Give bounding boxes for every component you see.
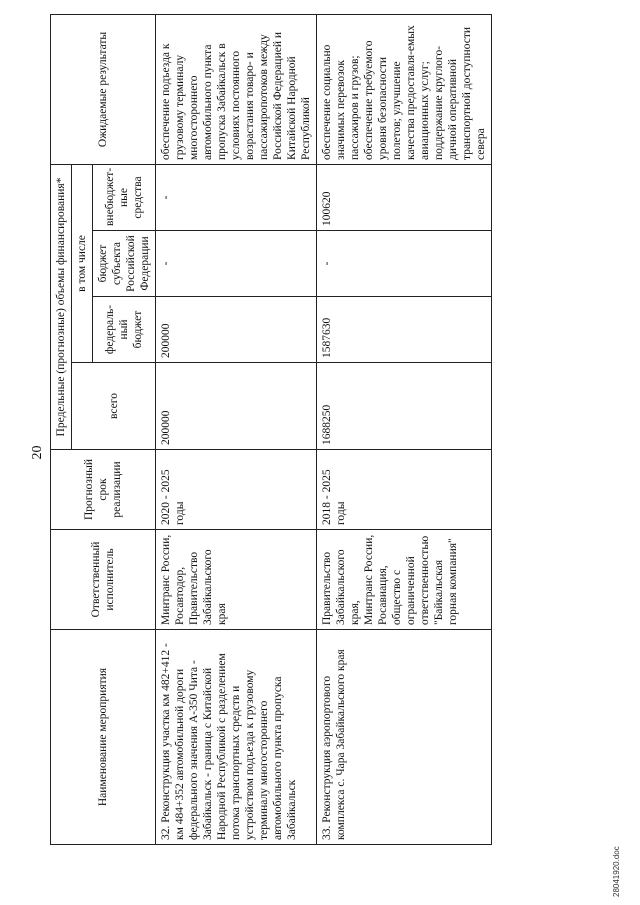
measures-table: [50, 14, 492, 845]
total-cell: 1688250: [317, 363, 492, 450]
header-offbudget: внебюджет-ные средства: [93, 164, 156, 230]
term-cell: 2018 - 2025 годы: [317, 450, 492, 530]
header-executor: Ответственный исполнитель: [51, 530, 156, 630]
table-row: [317, 14, 492, 844]
total-cell: 200000: [156, 363, 317, 450]
document-code: 28041920.doc: [612, 846, 621, 897]
header-including: в том числе: [72, 164, 93, 362]
header-total: всего: [72, 363, 156, 450]
results-cell: обеспечение подъезда к грузовому терминалу многостороннего автомобильного пункта пропуска Забайкальск в условиях постоянного возрастания товаро- и пассажиропотоков между Российской Федерацией и Китайской Народной Республикой: [156, 14, 317, 164]
header-funding: Предельные (прогнозные) объемы финансирования*: [51, 164, 72, 449]
executor-cell: Минтранс России, Росавтодор, Правительство Забайкальского края: [156, 530, 317, 630]
federal-cell: 1587630: [317, 297, 492, 363]
offbudget-cell: 100620: [317, 164, 492, 230]
offbudget-cell: -: [156, 164, 317, 230]
header-term: Прогнозный срок реализации: [51, 450, 156, 530]
measure-name: Реконструкция аэропортового комплекса с. Чара Забайкальского края: [321, 649, 348, 840]
row-number: 32.: [160, 825, 173, 840]
results-cell: обеспечение социально значимых перевозок пассажиров и грузов; обеспечение требуемого уровня безопасности полетов; улучшение качества предоставля-емых авиационных услуг; поддержание круглого-дичной оперативной транспортной доступности севера: [317, 14, 492, 164]
header-federal: федераль-ный бюджет: [93, 297, 156, 363]
row-number: 33.: [321, 825, 334, 840]
regional-cell: -: [156, 231, 317, 297]
federal-cell: 200000: [156, 297, 317, 363]
table-row: [156, 14, 317, 844]
measure-cell: [156, 630, 317, 845]
measure-name: Реконструкция участка км 482+412 - км 484+352 автомобильной дороги федерального значения А-350 Чита - Забайкальск - граница с Китайской Народной Республикой с разделением потока транспортных средств и устройством подъезда к грузовому терминалу многостороннего автомобильного пункта пропуска Забайкальск: [160, 643, 299, 840]
header-name: Наименование мероприятия: [51, 630, 156, 845]
page-number: 20: [30, 445, 45, 460]
measure-cell: [317, 630, 492, 845]
executor-cell: Правительство Забайкальского края, Минтранс России, Росавиация, общество с ограниченной ответственностью "Байкальская горная компания": [317, 530, 492, 630]
header-regional: бюджет субъекта Российской Федерации: [93, 231, 156, 297]
regional-cell: -: [317, 231, 492, 297]
term-cell: 2020 - 2025 годы: [156, 450, 317, 530]
header-results: Ожидаемые результаты: [51, 14, 156, 164]
